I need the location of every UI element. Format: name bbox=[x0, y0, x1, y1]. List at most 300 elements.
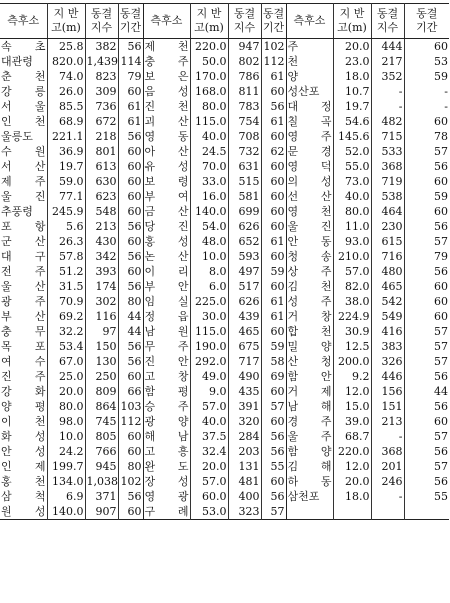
freeze-index-cell: 150 bbox=[85, 339, 118, 354]
freeze-period-cell: 60 bbox=[261, 474, 286, 489]
elevation-cell: 32.4 bbox=[190, 444, 228, 459]
freeze-period-cell: 59 bbox=[261, 264, 286, 279]
freeze-period-cell: 60 bbox=[261, 159, 286, 174]
elevation-cell: 60.0 bbox=[190, 489, 228, 504]
freeze-index-cell: 464 bbox=[371, 204, 404, 219]
freeze-index-cell: 1,439 bbox=[86, 55, 118, 68]
freeze-period-cell: 56 bbox=[404, 159, 449, 174]
freeze-period-cell: 112 bbox=[118, 414, 143, 429]
freeze-period-cell: 60 bbox=[118, 84, 143, 99]
freeze-index-cell: 626 bbox=[228, 219, 261, 234]
station-cell: 의 성 bbox=[287, 175, 332, 188]
freeze-index-cell: 482 bbox=[371, 114, 404, 129]
elevation-cell: 15.0 bbox=[333, 399, 371, 414]
freeze-period-cell: 56 bbox=[404, 444, 449, 459]
elevation-cell: 245.9 bbox=[47, 204, 85, 219]
freeze-index-cell: 218 bbox=[85, 129, 118, 144]
freeze-index-cell: 352 bbox=[371, 69, 404, 84]
freeze-period-cell: 61 bbox=[261, 294, 286, 309]
header-label: 고(m) bbox=[194, 21, 224, 34]
freeze-index-header bbox=[85, 4, 118, 39]
freeze-period-cell: 60 bbox=[118, 204, 143, 219]
elevation-cell: 68.7 bbox=[333, 429, 371, 444]
freeze-index-cell: 517 bbox=[228, 279, 261, 294]
station-cell: 진 안 bbox=[144, 355, 189, 368]
freeze-index-cell: 430 bbox=[85, 234, 118, 249]
header-label: 고(m) bbox=[337, 21, 367, 34]
elevation-cell: 82.0 bbox=[333, 279, 371, 294]
freeze-period-cell: 56 bbox=[118, 249, 143, 264]
freeze-index-cell: 630 bbox=[85, 174, 118, 189]
frost-index-table bbox=[0, 3, 449, 520]
station-cell: 군 산 bbox=[1, 235, 46, 248]
freeze-period-cell: 56 bbox=[404, 219, 449, 234]
freeze-index-cell: 320 bbox=[228, 414, 261, 429]
freeze-period-cell: 59 bbox=[261, 339, 286, 354]
header-label: 동결 bbox=[233, 7, 256, 20]
elevation-cell: 37.5 bbox=[190, 429, 228, 444]
header-label: 고(m) bbox=[51, 21, 81, 34]
freeze-period-header bbox=[118, 4, 143, 39]
freeze-period-cell: 61 bbox=[118, 114, 143, 129]
freeze-index-cell: 708 bbox=[228, 129, 261, 144]
freeze-period-cell: 60 bbox=[118, 264, 143, 279]
freeze-period-cell: 44 bbox=[404, 384, 449, 399]
station-cell: 영 덕 bbox=[287, 160, 332, 173]
table-row bbox=[0, 114, 449, 129]
freeze-period-cell: 79 bbox=[118, 69, 143, 84]
freeze-period-cell: 60 bbox=[261, 249, 286, 264]
elevation-cell: 51.2 bbox=[47, 264, 85, 279]
header-label: 지 반 bbox=[53, 7, 79, 20]
freeze-index-cell: 538 bbox=[371, 189, 404, 204]
freeze-period-cell: 56 bbox=[118, 354, 143, 369]
table-row bbox=[0, 219, 449, 234]
table-row bbox=[0, 384, 449, 399]
freeze-period-cell: 103 bbox=[118, 399, 143, 414]
station-cell: 선 산 bbox=[287, 190, 332, 203]
elevation-cell: 68.9 bbox=[47, 114, 85, 129]
station-cell: 함 양 bbox=[287, 445, 332, 458]
elevation-cell: 25.0 bbox=[47, 369, 85, 384]
elevation-cell: 40.0 bbox=[333, 189, 371, 204]
station-cell: 보 은 bbox=[144, 70, 189, 83]
freeze-index-cell: 246 bbox=[371, 474, 404, 489]
freeze-index-cell: 213 bbox=[371, 414, 404, 429]
station-cell: 논 산 bbox=[144, 250, 189, 263]
elevation-cell: 40.0 bbox=[190, 414, 228, 429]
station-cell: 울 진 bbox=[287, 220, 332, 233]
freeze-period-cell: 60 bbox=[261, 189, 286, 204]
freeze-index-cell: 250 bbox=[85, 369, 118, 384]
freeze-period-cell: 44 bbox=[118, 324, 143, 339]
freeze-period-cell: 60 bbox=[404, 294, 449, 309]
freeze-index-cell: 130 bbox=[85, 354, 118, 369]
station-cell: 속 초 bbox=[1, 40, 46, 53]
station-cell: 정 읍 bbox=[144, 310, 189, 323]
elevation-cell: 12.0 bbox=[333, 459, 371, 474]
station-cell: 전 주 bbox=[1, 265, 46, 278]
freeze-period-cell: 60 bbox=[261, 324, 286, 339]
station-cell: 홍 천 bbox=[1, 475, 46, 488]
freeze-index-cell: 675 bbox=[228, 339, 261, 354]
freeze-index-cell: 945 bbox=[85, 459, 118, 474]
station-cell: 포 항 bbox=[1, 220, 46, 233]
freeze-period-cell: 112 bbox=[261, 54, 286, 69]
freeze-period-cell: 56 bbox=[118, 339, 143, 354]
freeze-period-cell: 57 bbox=[404, 234, 449, 249]
elevation-cell: 36.9 bbox=[47, 144, 85, 159]
freeze-period-cell: 56 bbox=[118, 129, 143, 144]
elevation-cell: 190.0 bbox=[190, 339, 228, 354]
freeze-index-cell: - bbox=[371, 99, 404, 114]
freeze-index-cell: 626 bbox=[228, 294, 261, 309]
freeze-period-cell: 60 bbox=[118, 504, 143, 520]
elevation-cell: 49.0 bbox=[190, 369, 228, 384]
freeze-index-cell: 302 bbox=[85, 294, 118, 309]
elevation-cell: 33.0 bbox=[190, 174, 228, 189]
elevation-header bbox=[47, 4, 85, 39]
table-body bbox=[0, 39, 449, 520]
elevation-cell: 93.0 bbox=[333, 234, 371, 249]
freeze-period-cell: 60 bbox=[118, 144, 143, 159]
header-label: 측후소 bbox=[150, 14, 183, 27]
header-label: 동결 bbox=[416, 7, 438, 20]
freeze-index-cell: 811 bbox=[228, 84, 261, 99]
freeze-index-cell: 652 bbox=[228, 234, 261, 249]
elevation-cell: 200.0 bbox=[333, 354, 371, 369]
station-cell: 부 여 bbox=[144, 190, 189, 203]
table-row bbox=[0, 174, 449, 189]
freeze-index-cell: 542 bbox=[371, 294, 404, 309]
freeze-index-cell: 371 bbox=[85, 489, 118, 504]
elevation-cell: 53.4 bbox=[47, 339, 85, 354]
freeze-index-cell: 444 bbox=[371, 39, 404, 55]
elevation-cell: 70.0 bbox=[190, 159, 228, 174]
station-cell: 울 산 bbox=[1, 280, 46, 293]
station-cell: 여 수 bbox=[1, 355, 46, 368]
table-row bbox=[0, 459, 449, 474]
station-cell: 고 창 bbox=[144, 370, 189, 383]
freeze-period-cell: 60 bbox=[261, 84, 286, 99]
elevation-cell: 26.3 bbox=[47, 234, 85, 249]
header-label: 동결 bbox=[119, 7, 142, 20]
station-cell: 대 정 bbox=[287, 100, 332, 113]
freeze-index-cell: 368 bbox=[371, 444, 404, 459]
elevation-cell: 40.0 bbox=[190, 129, 228, 144]
station-cell: 이 리 bbox=[144, 265, 189, 278]
station-cell: 임 실 bbox=[144, 295, 189, 308]
freeze-index-cell: 864 bbox=[85, 399, 118, 414]
station-cell: 원 성 bbox=[1, 505, 46, 518]
freeze-period-cell: 56 bbox=[261, 444, 286, 459]
freeze-index-cell: 203 bbox=[228, 444, 261, 459]
station-cell: 천 bbox=[286, 54, 333, 69]
elevation-cell: 73.0 bbox=[333, 174, 371, 189]
freeze-index-cell: 823 bbox=[85, 69, 118, 84]
freeze-index-cell: - bbox=[371, 84, 404, 99]
freeze-period-cell: 61 bbox=[261, 234, 286, 249]
freeze-period-cell: 114 bbox=[118, 54, 143, 69]
freeze-index-cell: 446 bbox=[371, 369, 404, 384]
freeze-index-cell: 672 bbox=[85, 114, 118, 129]
freeze-period-cell: 58 bbox=[261, 354, 286, 369]
freeze-index-cell: 783 bbox=[228, 99, 261, 114]
table-header bbox=[0, 4, 449, 39]
elevation-cell: 16.0 bbox=[190, 189, 228, 204]
freeze-period-cell: 102 bbox=[261, 39, 286, 55]
header-label: 지 반 bbox=[339, 7, 365, 20]
freeze-index-cell: 754 bbox=[228, 114, 261, 129]
freeze-period-cell: 60 bbox=[261, 174, 286, 189]
station-cell: 승 주 bbox=[144, 400, 189, 413]
freeze-index-cell: 368 bbox=[371, 159, 404, 174]
station-cell: 아 산 bbox=[144, 145, 189, 158]
station-cell: 음 성 bbox=[144, 85, 189, 98]
elevation-cell: 10.7 bbox=[333, 84, 371, 99]
elevation-cell: 6.0 bbox=[190, 279, 228, 294]
station-cell: 양 bbox=[286, 69, 333, 84]
elevation-cell: 54.0 bbox=[190, 219, 228, 234]
station-cell: 김 천 bbox=[287, 280, 332, 293]
table-row bbox=[0, 99, 449, 114]
station-cell: 진 천 bbox=[144, 100, 189, 113]
station-cell: 서 산 bbox=[1, 160, 46, 173]
freeze-index-cell: - bbox=[371, 489, 404, 504]
freeze-period-cell: 56 bbox=[404, 474, 449, 489]
freeze-period-cell: 61 bbox=[118, 99, 143, 114]
station-cell: 산 청 bbox=[287, 355, 332, 368]
station-cell: 광 양 bbox=[144, 415, 189, 428]
station-cell: 이 천 bbox=[1, 415, 46, 428]
elevation-cell: 11.0 bbox=[333, 219, 371, 234]
station-cell: 무 주 bbox=[144, 340, 189, 353]
freeze-period-cell: 60 bbox=[118, 189, 143, 204]
elevation-cell: 30.0 bbox=[190, 309, 228, 324]
elevation-cell: 24.5 bbox=[190, 144, 228, 159]
freeze-index-cell: 174 bbox=[85, 279, 118, 294]
freeze-index-cell: 151 bbox=[371, 399, 404, 414]
freeze-index-cell: 533 bbox=[371, 144, 404, 159]
station-cell: 당 진 bbox=[144, 220, 189, 233]
freeze-index-cell: 497 bbox=[228, 264, 261, 279]
elevation-cell: 32.2 bbox=[47, 324, 85, 339]
station-cell: 부 안 bbox=[144, 280, 189, 293]
station-cell: 함 안 bbox=[287, 370, 332, 383]
elevation-cell: 69.2 bbox=[47, 309, 85, 324]
station-cell: 울 주 bbox=[287, 430, 332, 443]
station-cell: 수 원 bbox=[1, 145, 46, 158]
elevation-cell: 38.0 bbox=[333, 294, 371, 309]
freeze-period-cell: 60 bbox=[261, 384, 286, 399]
elevation-cell: 80.0 bbox=[190, 99, 228, 114]
station-cell: 상 주 bbox=[287, 265, 332, 278]
elevation-cell: 221.1 bbox=[47, 129, 85, 144]
freeze-index-cell: 326 bbox=[371, 354, 404, 369]
freeze-period-cell: 60 bbox=[404, 174, 449, 189]
header-label: 측후소 bbox=[293, 14, 326, 27]
header-label: 동결 bbox=[376, 7, 399, 20]
station-cell: 영 광 bbox=[144, 490, 189, 503]
table-row bbox=[0, 129, 449, 144]
station-cell: 울 진 bbox=[1, 190, 46, 203]
freeze-period-cell: 56 bbox=[118, 219, 143, 234]
elevation-cell: 57.0 bbox=[333, 264, 371, 279]
freeze-period-cell: 60 bbox=[118, 234, 143, 249]
elevation-cell: 210.0 bbox=[333, 249, 371, 264]
station-cell: 밀 양 bbox=[287, 340, 332, 353]
freeze-period-cell: 62 bbox=[261, 144, 286, 159]
freeze-period-cell: - bbox=[404, 84, 449, 99]
freeze-index-cell: 736 bbox=[85, 99, 118, 114]
station-header bbox=[286, 4, 333, 39]
station-cell: 강 화 bbox=[1, 385, 46, 398]
station-cell: 영 동 bbox=[144, 130, 189, 143]
freeze-period-cell: 60 bbox=[261, 279, 286, 294]
freeze-period-cell: 80 bbox=[118, 459, 143, 474]
elevation-cell: 54.6 bbox=[333, 114, 371, 129]
table-row bbox=[0, 189, 449, 204]
station-cell: 성 주 bbox=[287, 295, 332, 308]
table-row bbox=[0, 444, 449, 459]
header-label: 측후소 bbox=[7, 14, 40, 27]
freeze-index-cell: 393 bbox=[85, 264, 118, 279]
freeze-index-cell: 97 bbox=[85, 324, 118, 339]
freeze-index-cell bbox=[371, 504, 404, 520]
freeze-index-cell: 613 bbox=[85, 159, 118, 174]
freeze-index-cell: 481 bbox=[228, 474, 261, 489]
station-cell: 구 례 bbox=[144, 505, 189, 518]
table-row bbox=[0, 474, 449, 489]
freeze-period-cell: 60 bbox=[118, 429, 143, 444]
freeze-period-cell: 57 bbox=[404, 339, 449, 354]
freeze-period-header bbox=[404, 4, 449, 39]
station-cell: 유 성 bbox=[144, 160, 189, 173]
elevation-cell: 19.7 bbox=[47, 159, 85, 174]
header-label: 기간 bbox=[262, 21, 285, 34]
freeze-period-cell: 53 bbox=[404, 54, 449, 69]
freeze-index-cell: 715 bbox=[371, 129, 404, 144]
station-cell: 청 송 bbox=[287, 250, 332, 263]
station-cell: 홍 성 bbox=[144, 235, 189, 248]
station-cell: 삼천포 bbox=[286, 489, 333, 504]
freeze-period-cell: 59 bbox=[404, 189, 449, 204]
table-row bbox=[0, 489, 449, 504]
elevation-cell: 10.0 bbox=[47, 429, 85, 444]
elevation-cell: 145.6 bbox=[333, 129, 371, 144]
station-cell: 서 울 bbox=[1, 100, 46, 113]
freeze-index-cell: 802 bbox=[228, 54, 261, 69]
freeze-index-header bbox=[371, 4, 404, 39]
freeze-index-cell: 699 bbox=[228, 204, 261, 219]
header-label: 지 반 bbox=[196, 7, 222, 20]
station-header bbox=[0, 4, 47, 39]
freeze-period-cell: 66 bbox=[118, 384, 143, 399]
station-cell: 충 주 bbox=[144, 55, 189, 68]
freeze-period-cell: 56 bbox=[404, 369, 449, 384]
elevation-cell: 220.0 bbox=[190, 39, 228, 55]
elevation-cell: 20.0 bbox=[333, 39, 371, 55]
freeze-period-cell: 56 bbox=[261, 489, 286, 504]
station-cell: 강 릉 bbox=[1, 85, 46, 98]
station-cell bbox=[286, 504, 333, 520]
freeze-index-cell: 416 bbox=[371, 324, 404, 339]
freeze-period-cell: 60 bbox=[118, 159, 143, 174]
freeze-period-cell: 79 bbox=[404, 249, 449, 264]
station-cell: 대 구 bbox=[1, 250, 46, 263]
freeze-period-cell: 60 bbox=[404, 114, 449, 129]
freeze-period-cell: 60 bbox=[404, 414, 449, 429]
elevation-cell: 6.9 bbox=[47, 489, 85, 504]
elevation-cell: 24.2 bbox=[47, 444, 85, 459]
freeze-index-cell: 383 bbox=[371, 339, 404, 354]
freeze-period-cell: 60 bbox=[261, 129, 286, 144]
freeze-index-cell: 400 bbox=[228, 489, 261, 504]
freeze-index-cell: 201 bbox=[371, 459, 404, 474]
station-cell: 거 창 bbox=[287, 310, 332, 323]
freeze-index-header bbox=[228, 4, 261, 39]
station-cell: 김 해 bbox=[287, 460, 332, 473]
station-cell: 양 평 bbox=[1, 400, 46, 413]
table-row bbox=[0, 369, 449, 384]
freeze-period-cell: 57 bbox=[404, 429, 449, 444]
elevation-cell: 134.0 bbox=[47, 474, 85, 489]
station-cell: 금 산 bbox=[144, 205, 189, 218]
elevation-cell: 9.0 bbox=[190, 384, 228, 399]
table-row bbox=[0, 264, 449, 279]
freeze-period-cell: 60 bbox=[261, 204, 286, 219]
elevation-cell: 220.0 bbox=[333, 444, 371, 459]
freeze-period-cell: 59 bbox=[404, 69, 449, 84]
station-cell: 합 천 bbox=[287, 325, 332, 338]
freeze-index-cell: 549 bbox=[371, 309, 404, 324]
freeze-index-cell: 786 bbox=[228, 69, 261, 84]
header-label: 지수 bbox=[233, 21, 256, 34]
station-cell: 영 천 bbox=[287, 205, 332, 218]
elevation-cell: 168.0 bbox=[190, 84, 228, 99]
freeze-index-cell: 391 bbox=[228, 399, 261, 414]
freeze-period-cell: 57 bbox=[404, 324, 449, 339]
freeze-period-cell: 56 bbox=[261, 429, 286, 444]
freeze-index-cell: 745 bbox=[85, 414, 118, 429]
station-cell: 해 남 bbox=[144, 430, 189, 443]
elevation-cell: 292.0 bbox=[190, 354, 228, 369]
table-row bbox=[0, 309, 449, 324]
elevation-cell: 225.0 bbox=[190, 294, 228, 309]
header-label: 지수 bbox=[90, 21, 113, 34]
station-cell: 안 성 bbox=[1, 445, 46, 458]
freeze-index-cell: 213 bbox=[85, 219, 118, 234]
table-row bbox=[0, 69, 449, 84]
freeze-period-cell: 78 bbox=[404, 129, 449, 144]
freeze-index-cell: 465 bbox=[228, 324, 261, 339]
freeze-period-cell: 61 bbox=[261, 309, 286, 324]
elevation-header bbox=[190, 4, 228, 39]
table-row bbox=[0, 294, 449, 309]
elevation-cell: 224.9 bbox=[333, 309, 371, 324]
freeze-index-cell: 581 bbox=[228, 189, 261, 204]
elevation-cell: 25.8 bbox=[47, 39, 85, 55]
freeze-period-cell: 60 bbox=[261, 219, 286, 234]
elevation-cell: 31.5 bbox=[47, 279, 85, 294]
freeze-period-cell: - bbox=[404, 99, 449, 114]
station-header bbox=[143, 4, 190, 39]
header-label: 동결 bbox=[262, 7, 285, 20]
freeze-period-cell: 60 bbox=[118, 444, 143, 459]
table-row bbox=[0, 339, 449, 354]
elevation-cell: 10.0 bbox=[190, 249, 228, 264]
elevation-cell: 20.0 bbox=[333, 474, 371, 489]
